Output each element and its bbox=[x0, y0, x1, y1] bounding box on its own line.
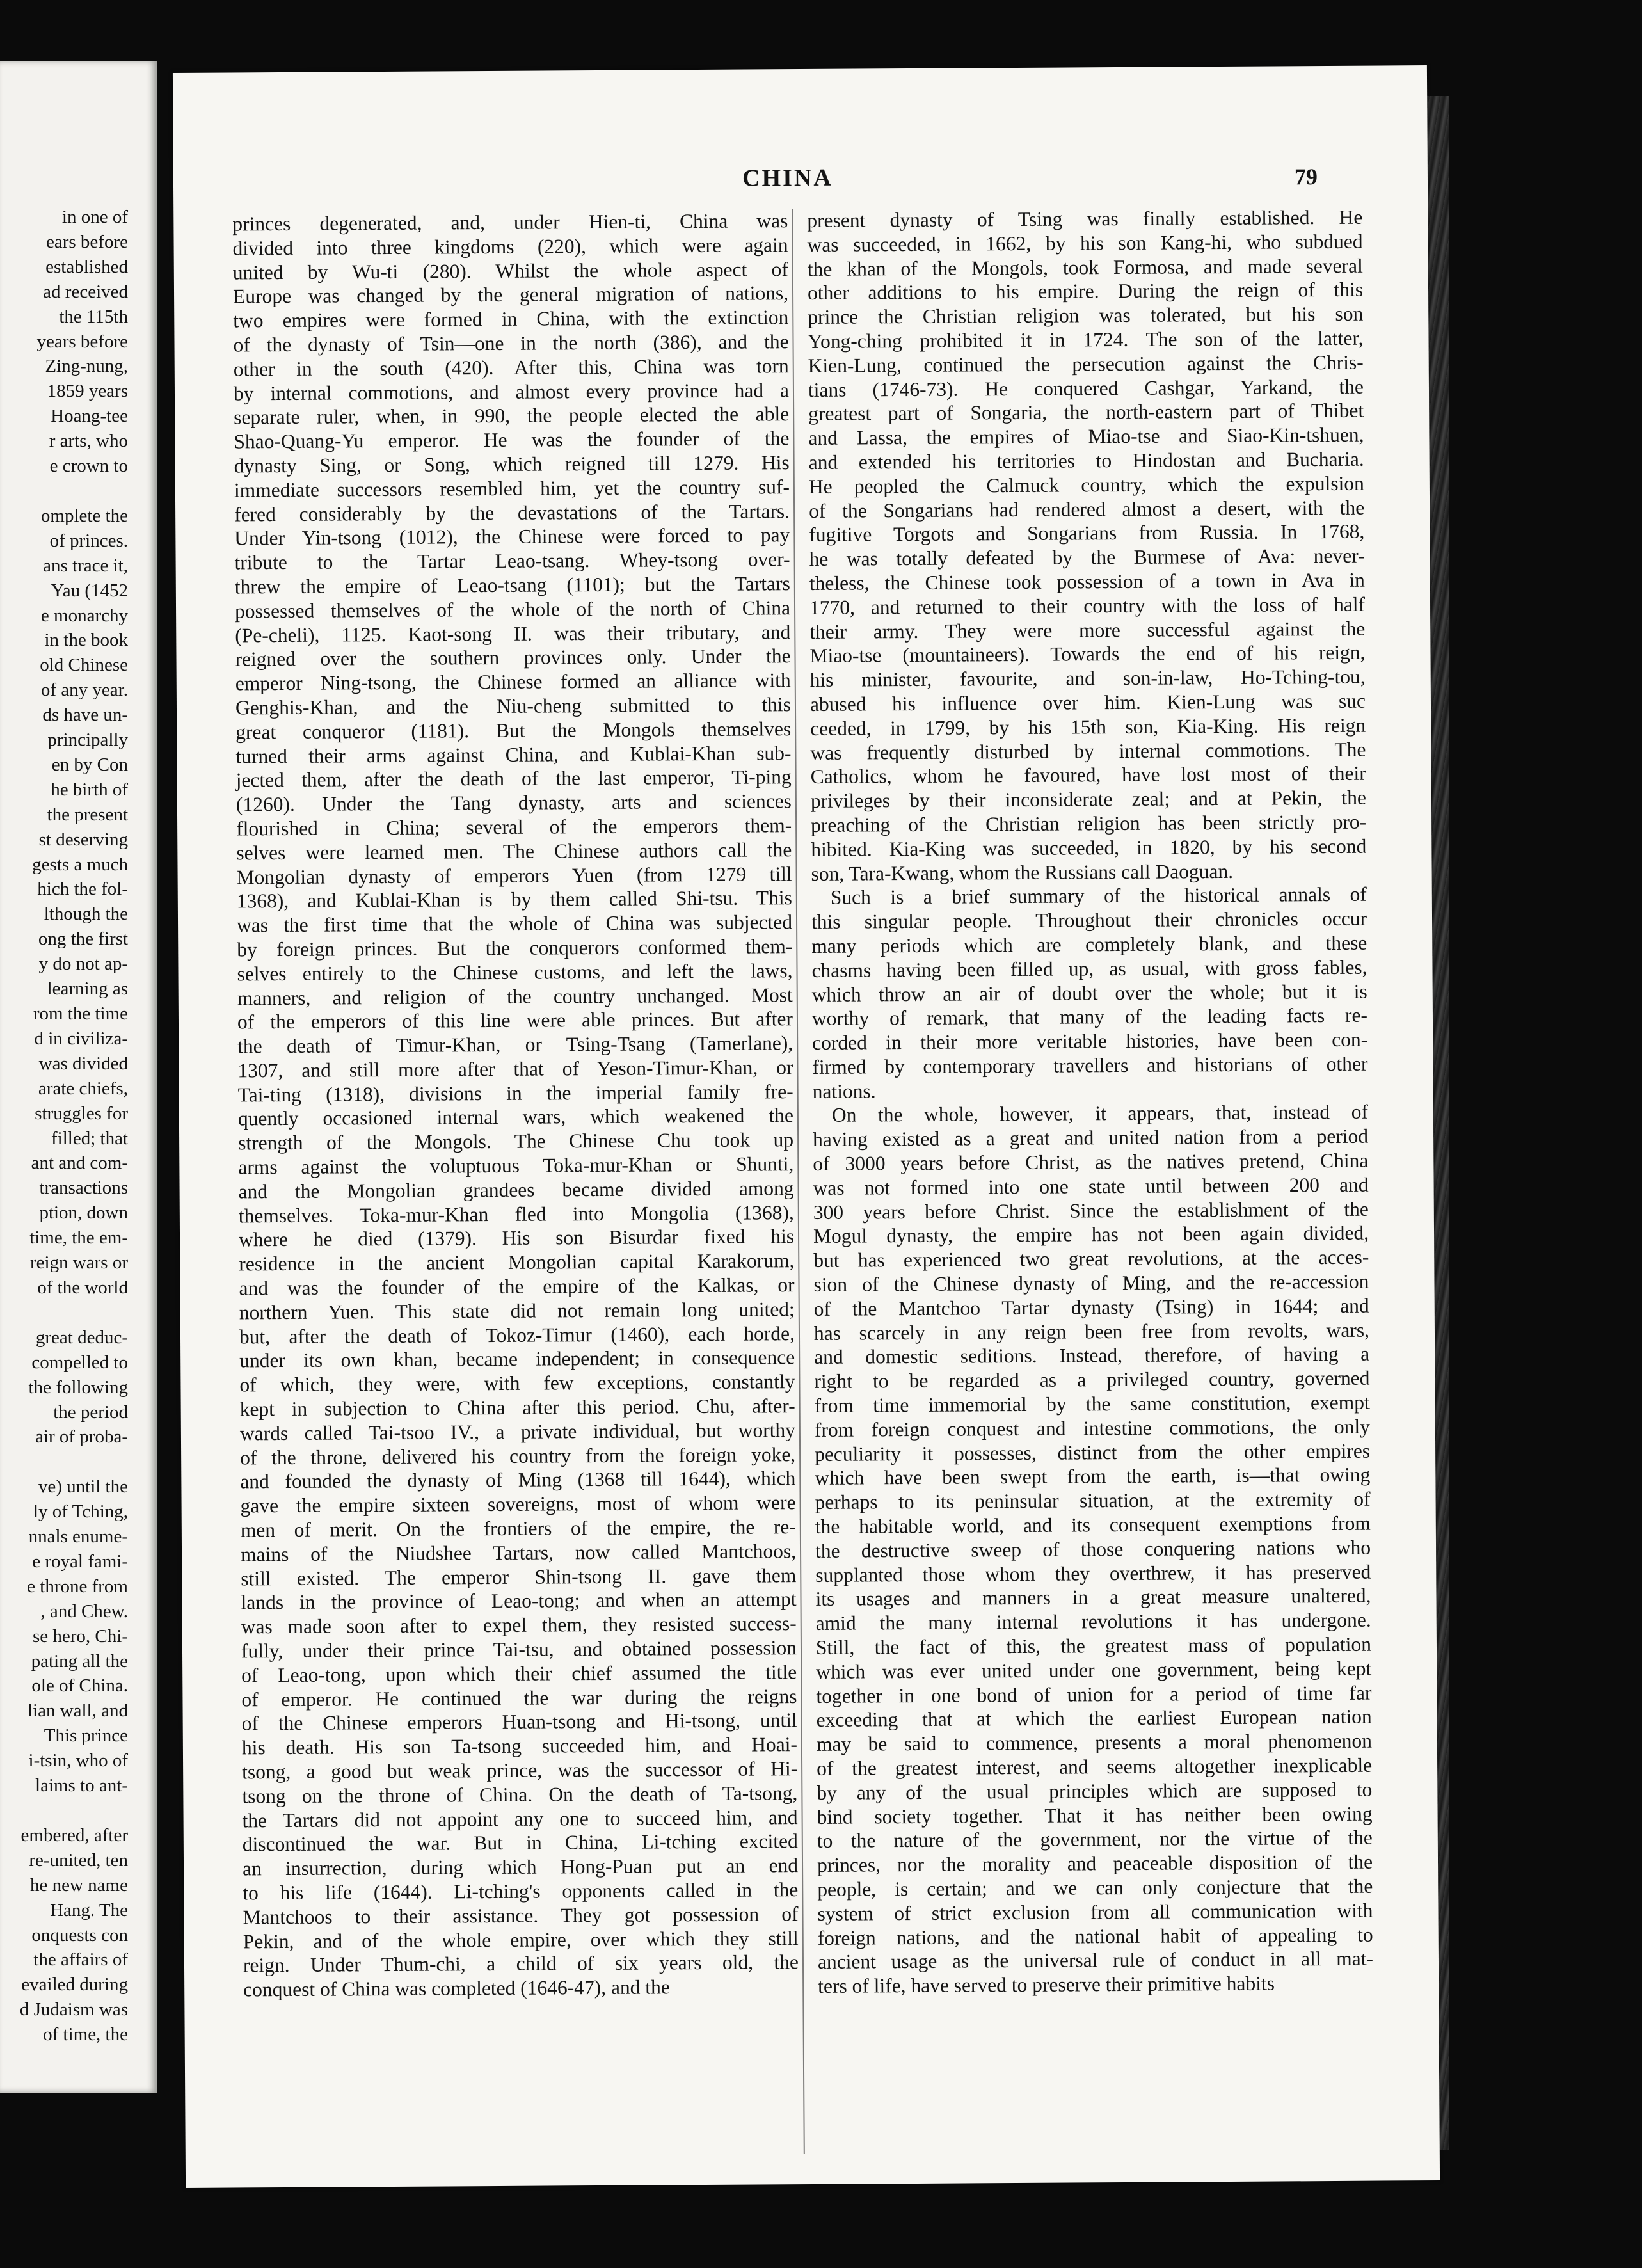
facing-page-line: hich the fol- bbox=[37, 879, 128, 900]
facing-page-line: , and Chew. bbox=[40, 1601, 128, 1622]
facing-page-line: en by Con bbox=[51, 754, 128, 775]
facing-page-text bbox=[5, 205, 128, 2047]
text-line: hibited. Kia-King was succeeded, in 1820, by his second bbox=[811, 835, 1367, 861]
facing-page-line bbox=[5, 1300, 128, 1325]
text-line: of Leao-tong, upon which their chief assumed the title bbox=[241, 1660, 797, 1687]
text-line: united by Wu-ti (280). Whilst the whole aspect of bbox=[232, 257, 788, 284]
text-line: theless, the Chinese took possession of a town in Ava in bbox=[809, 568, 1365, 595]
text-line: tsong, a good but weak prince, was the successor of Hi- bbox=[242, 1757, 798, 1784]
text-line: other in the south (420). After this, China was torn bbox=[233, 354, 789, 381]
text-line: foreign nations, and the national habit of appealing to bbox=[817, 1923, 1373, 1949]
text-line: reign. Under Thum-chi, a child of six years old, the bbox=[243, 1951, 799, 1977]
facing-page-line: laims to ant- bbox=[35, 1775, 128, 1796]
text-line: ters of life, have served to preserve their primitive habits bbox=[818, 1972, 1275, 1998]
text-line: has scarcely in any reign been free from revolts, wars, bbox=[813, 1318, 1370, 1345]
text-line: princes degenerated, and, under Hien-ti, China was bbox=[232, 209, 788, 236]
facing-page-line: filled; that bbox=[51, 1128, 128, 1149]
text-line: corded in their more veritable histories, have been con- bbox=[812, 1028, 1368, 1055]
text-line: tians (1746-73). He conquered Cashgar, Yarkand, the bbox=[808, 375, 1364, 401]
facing-page-line: lian wall, and bbox=[27, 1700, 128, 1721]
text-line: of 3000 years before Christ, as the natives pretend, China bbox=[813, 1149, 1369, 1176]
text-line: from foreign conquest and intestine commotions, the only bbox=[814, 1415, 1370, 1441]
text-line: Still, the fact of this, the greatest mass of population bbox=[815, 1633, 1372, 1659]
facing-page-line: struggles for bbox=[35, 1103, 128, 1124]
text-line: ancient usage as the universal rule of conduct in all mat- bbox=[817, 1947, 1374, 1974]
text-line: having existed as a great and united nation from a period bbox=[813, 1124, 1369, 1151]
facing-page-line: Yau (1452 bbox=[51, 580, 128, 601]
text-line: princes, nor the morality and peaceable disposition of the bbox=[817, 1850, 1373, 1877]
facing-page-line: the following bbox=[28, 1377, 128, 1398]
facing-page-line: ans trace it, bbox=[43, 555, 128, 576]
text-line: 1307, and still more after that of Yeson-Timur-Khan, or bbox=[237, 1056, 793, 1082]
text-line: selves were learned men. The Chinese authors call the bbox=[236, 838, 792, 865]
text-line: amid the many internal revolutions it has undergone. bbox=[815, 1608, 1371, 1635]
text-line: greatest part of Songaria, the north-eastern part of Thibet bbox=[808, 399, 1364, 426]
text-line: perhaps to its peninsular situation, at the extremity of bbox=[815, 1487, 1371, 1514]
facing-page-line: was divided bbox=[38, 1053, 128, 1074]
text-line: many periods which are completely blank, and these bbox=[811, 931, 1367, 957]
text-line: privileges by their inconsiderate zeal; and at Pekin, the bbox=[810, 786, 1366, 813]
text-line: the death of Timur-Khan, or Tsing-Tsang (Tamerlane), bbox=[237, 1032, 793, 1058]
text-line: flourished in China; several of the emperors them- bbox=[236, 814, 792, 840]
text-line: Genghis-Khan, and the Niu-cheng submitted to this bbox=[235, 693, 792, 719]
text-line: discontinued the war. But in China, Li-tching excited bbox=[242, 1830, 798, 1856]
text-line: of the throne, delivered his country from the foreign yoke, bbox=[240, 1442, 796, 1469]
text-line: of emperor. He continued the war during the reigns bbox=[241, 1684, 797, 1711]
book-page bbox=[173, 65, 1440, 2188]
text-line: Pekin, and of the whole empire, over which they still bbox=[243, 1926, 799, 1953]
facing-page-line: onquests con bbox=[31, 1924, 128, 1945]
facing-page-line: 1859 years bbox=[47, 381, 128, 402]
facing-page-line: se hero, Chi- bbox=[33, 1625, 128, 1647]
text-line: tribute to the Tartar Leao-tsang. Whey-tsong over- bbox=[234, 548, 790, 574]
facing-page-line: Hoang-tee bbox=[51, 406, 128, 427]
text-line: threw the empire of Leao-tsang (1101); but the Tartars bbox=[234, 572, 790, 598]
facing-page-line bbox=[5, 1798, 128, 1823]
text-line: immediate successors resembled him, yet the country suf- bbox=[234, 475, 790, 502]
text-line: of which, they were, with few exceptions, constantly bbox=[239, 1370, 795, 1396]
text-line: nations. bbox=[812, 1080, 876, 1103]
facing-page-line: ole of China. bbox=[31, 1675, 128, 1697]
text-line: kept in subjection to China after this period. Chu, after- bbox=[239, 1394, 795, 1421]
paragraph bbox=[811, 882, 1368, 1103]
text-line: peculiarity it possesses, distinct from the other empires bbox=[815, 1439, 1371, 1465]
text-line: of the Chinese emperors Huan-tsong and Hi-tsong, until bbox=[241, 1709, 797, 1735]
text-column-right bbox=[807, 205, 1373, 1999]
text-line: his death. His son Ta-tsong succeeded him, and Hoai- bbox=[241, 1733, 798, 1759]
text-line: exceeding that at which the earliest European nation bbox=[816, 1705, 1372, 1732]
text-line: the Tartars did not appoint any one to succeed him, and bbox=[242, 1805, 798, 1832]
facing-page-line: ong the first bbox=[38, 929, 128, 950]
text-line: right to be regarded as a privileged country, governed bbox=[814, 1366, 1370, 1393]
text-line: his minister, favourite, and son-in-law, Ho-Tching-tou, bbox=[809, 665, 1366, 692]
text-line: men of merit. On the frontiers of the empire, the re- bbox=[240, 1515, 796, 1542]
text-line: great conqueror (1181). But the Mongols themselves bbox=[235, 717, 792, 744]
text-line: which have been swept from the earth, is—that owing bbox=[815, 1464, 1371, 1490]
facing-page-line: transactions bbox=[39, 1178, 128, 1199]
text-line: quently occasioned internal wars, which weakened the bbox=[237, 1104, 794, 1130]
facing-page-line: of princes. bbox=[49, 530, 128, 551]
text-line: Shao-Quang-Yu emperor. He was the founder of the bbox=[234, 427, 790, 453]
text-line: the habitable world, and its consequent exemptions from bbox=[815, 1512, 1371, 1538]
facing-page-line: old Chinese bbox=[40, 655, 128, 676]
text-line: divided into three kingdoms (220), which were again bbox=[232, 233, 788, 260]
text-line: of the Mantchoo Tartar dynasty (Tsing) in 1644; and bbox=[813, 1294, 1369, 1320]
text-line: Miao-tse (mountaineers). Towards the end of his reign, bbox=[809, 641, 1366, 667]
facing-page-line: principally bbox=[47, 730, 128, 751]
facing-page-line: time, the em- bbox=[29, 1227, 128, 1249]
facing-page-line: e royal fami- bbox=[32, 1551, 128, 1572]
facing-page-line bbox=[5, 479, 128, 504]
text-line: and the Mongolian grandees became divided among bbox=[238, 1176, 794, 1203]
text-line: manners, and religion of the country unchanged. Most bbox=[237, 983, 793, 1009]
text-line: Mongolian dynasty of emperors Yuen (from 1279 till bbox=[236, 862, 792, 888]
text-line: residence in the ancient Mongolian capital Karakorum, bbox=[239, 1249, 795, 1275]
facing-page-line: d in civiliza- bbox=[34, 1028, 128, 1049]
facing-page-line: ds have un- bbox=[42, 705, 128, 726]
paragraph bbox=[813, 1100, 1374, 1999]
text-line: sion of the Chinese dynasty of Ming, and the re-accession bbox=[813, 1270, 1369, 1296]
facing-page-line: e monarchy bbox=[40, 605, 128, 626]
text-line: ceeded, in 1799, by his 15th son, Kia-King. His reign bbox=[810, 714, 1366, 740]
facing-page-line: embered, after bbox=[20, 1825, 128, 1846]
text-line: arms against the voluptuous Toka-mur-Khan or Shunti, bbox=[238, 1153, 794, 1179]
facing-page-line: arate chiefs, bbox=[38, 1078, 128, 1099]
text-line: of the emperors of this line were able princes. But after bbox=[237, 1007, 793, 1034]
text-line: together in one bond of union for a period of time far bbox=[816, 1681, 1372, 1707]
facing-page-line: ad received bbox=[43, 281, 128, 302]
facing-page-line: This prince bbox=[44, 1725, 128, 1746]
text-line: under its own khan, became independent; in consequence bbox=[239, 1346, 795, 1372]
text-line: and Lassa, the empires of Miao-tse and Siao-Kin-tshuen, bbox=[808, 423, 1364, 450]
text-line: and domestic seditions. Instead, therefore, of having a bbox=[814, 1343, 1370, 1369]
text-line: Catholics, whom he favoured, have lost most of their bbox=[810, 762, 1366, 788]
text-line: where he died (1379). His son Bisurdar fixed his bbox=[238, 1225, 795, 1251]
text-line: the khan of the Mongols, took Formosa, and made several bbox=[807, 254, 1363, 280]
text-line: which was ever united under one government, being kept bbox=[816, 1657, 1372, 1683]
facing-page-line: in the book bbox=[44, 630, 128, 651]
text-line: this singular people. Throughout their chronicles occur bbox=[811, 907, 1367, 934]
text-line: worthy of remark, that many of the leading facts re- bbox=[811, 1003, 1368, 1030]
facing-page-line: rom the time bbox=[33, 1003, 128, 1024]
facing-page-line: ant and com- bbox=[31, 1153, 128, 1174]
text-column-left bbox=[232, 209, 799, 2002]
page-header bbox=[173, 160, 1428, 206]
text-line: abused his influence over him. Kien-Lung was suc bbox=[809, 689, 1366, 715]
text-line: He peopled the Calmuck country, which the expulsion bbox=[808, 472, 1364, 498]
facing-page-line: r arts, who bbox=[49, 431, 128, 452]
text-line: by any of the usual principles which are supposed to bbox=[817, 1778, 1373, 1804]
text-line: may be said to commence, presents a moral phenomenon bbox=[816, 1729, 1372, 1756]
facing-page-line: ve) until the bbox=[38, 1476, 128, 1497]
text-line: was succeeded, in 1662, by his son Kang-hi, who subdued bbox=[807, 230, 1363, 256]
text-line: reigned over the southern provinces only. Under the bbox=[235, 644, 791, 671]
facing-page-line: ption, down bbox=[39, 1202, 128, 1224]
facing-page-line: i-tsin, who of bbox=[28, 1750, 128, 1771]
text-line: On the whole, however, it appears, that, instead of bbox=[831, 1101, 1368, 1127]
facing-page-line: pating all the bbox=[31, 1650, 128, 1672]
text-line: prince the Christian religion was tolerated, but his son bbox=[808, 302, 1364, 329]
text-line: gave the empire sixteen sovereigns, most of whom were bbox=[240, 1491, 796, 1517]
text-line: present dynasty of Tsing was finally established. He bbox=[807, 205, 1363, 232]
text-line: its usages and manners in a great measure unaltered, bbox=[815, 1585, 1371, 1611]
text-line: supplanted those whom they overthrew, it has preserved bbox=[815, 1560, 1371, 1586]
text-line: mains of the Niudshee Tartars, now called Mantchoos, bbox=[240, 1539, 797, 1566]
text-line: fully, under their prince Tai-tsu, and obtained possession bbox=[241, 1636, 797, 1663]
text-line: of the dynasty of Tsin—one in the north (386), and the bbox=[233, 330, 789, 356]
text-line: and was the founder of the empire of the Kalkas, or bbox=[239, 1274, 795, 1300]
paragraph bbox=[232, 209, 799, 2002]
text-line: fered considerably by the devastations of the Tartars. bbox=[234, 499, 790, 526]
text-line: system of strict exclusion from all communication with bbox=[817, 1899, 1373, 1925]
facing-page-line: of time, the bbox=[43, 2024, 128, 2045]
text-line: son, Tara-Kwang, whom the Russians call Daoguan. bbox=[811, 859, 1234, 885]
text-line: selves entirely to the Chinese customs, and left the laws, bbox=[237, 959, 793, 986]
text-line: was not formed into one state until between 200 and bbox=[813, 1173, 1369, 1199]
facing-page-line: re-united, ten bbox=[29, 1849, 128, 1871]
text-line: (1260). Under the Tang dynasty, arts and sciences bbox=[235, 790, 792, 816]
text-line: was the first time that the whole of China was subjected bbox=[236, 911, 793, 937]
facing-page-line: gests a much bbox=[32, 854, 128, 875]
facing-page-line: he birth of bbox=[51, 779, 128, 800]
text-line: fugitive Torgots and Songarians from Russia. In 1768, bbox=[809, 520, 1365, 547]
facing-page-line: great deduc- bbox=[35, 1327, 128, 1348]
text-line: northern Yuen. This state did not remain long united; bbox=[239, 1297, 795, 1324]
text-line: Mogul dynasty, the empire has not been again divided, bbox=[813, 1222, 1369, 1248]
text-line: two empires were formed in China, with the extinction bbox=[233, 306, 789, 332]
text-line: dynasty Sing, or Song, which reigned till 1279. His bbox=[234, 451, 790, 477]
facing-page-line: ly of Tching, bbox=[33, 1501, 128, 1522]
text-line: (Pe-cheli), 1125. Kaot-song II. was their tributary, and bbox=[235, 620, 791, 646]
text-line: of the greatest interest, and seems altogether inexplicable bbox=[817, 1753, 1373, 1780]
facing-page-line: y do not ap- bbox=[38, 954, 128, 975]
text-line: Such is a brief summary of the historical annals of bbox=[830, 882, 1367, 909]
text-line: but, after the death of Tokoz-Timur (1460), each horde, bbox=[239, 1322, 795, 1348]
facing-page-line: established bbox=[45, 256, 128, 277]
text-line: preaching of the Christian religion has been strictly pro- bbox=[811, 810, 1367, 836]
text-line: he was totally defeated by the Burmese of Ava: never- bbox=[809, 544, 1365, 571]
facing-page-line: evailed during bbox=[21, 1974, 128, 1995]
text-line: jected them, after the death of the last emperor, Ti-ping bbox=[235, 765, 792, 792]
facing-page-line: ears before bbox=[46, 231, 128, 252]
facing-page-line: reign wars or bbox=[29, 1252, 128, 1274]
text-line: and extended his territories to Hindostan and Bucharia. bbox=[808, 447, 1364, 474]
facing-page-line: Hang. The bbox=[50, 1899, 128, 1921]
facing-page-line: Zing-nung, bbox=[45, 356, 128, 377]
text-line: tsong on the throne of China. On the death of Ta-tsong, bbox=[242, 1781, 798, 1808]
facing-page-line: d Judaism was bbox=[19, 1999, 128, 2020]
facing-page-line: lthough the bbox=[44, 904, 128, 925]
facing-page-line: in one of bbox=[61, 207, 128, 227]
facing-page-line: e throne from bbox=[27, 1576, 128, 1597]
text-line: chasms having been filled up, as usual, with gross fables, bbox=[811, 955, 1367, 982]
text-line: from time immemorial by the same constitution, exempt bbox=[814, 1391, 1370, 1417]
text-line: Europe was changed by the general migration of nations, bbox=[232, 282, 789, 308]
text-line: to his life (1644). Li-tching's opponents called in the bbox=[243, 1878, 799, 1905]
facing-page-line: nnals enume- bbox=[28, 1526, 128, 1547]
facing-page-line: the period bbox=[53, 1402, 128, 1423]
facing-page-line: of any year. bbox=[40, 680, 128, 701]
text-line: by foreign princes. But the conquerors conformed them- bbox=[237, 935, 793, 961]
text-line: wards called Tai-tsoo IV., a private individual, but worthy bbox=[239, 1418, 796, 1445]
text-line: conquest of China was completed (1646-47), and the bbox=[243, 1976, 670, 2001]
text-line: 1368), and Kublai-Khan is by them called Shi-tsu. This bbox=[236, 886, 792, 913]
text-line: Yong-ching prohibited it in 1724. The son of the latter, bbox=[808, 326, 1364, 353]
text-line: their army. They were more successful against the bbox=[809, 617, 1366, 643]
text-line: and founded the dynasty of Ming (1368 till 1644), which bbox=[240, 1467, 796, 1493]
facing-page-line bbox=[5, 1449, 128, 1474]
facing-page-line: learning as bbox=[47, 978, 128, 1000]
text-line: separate ruler, when, in 990, the people elected the able bbox=[234, 403, 790, 429]
text-line: an insurrection, during which Hong-Puan put an end bbox=[242, 1854, 799, 1880]
text-line: still existed. The emperor Shin-tsong II. gave them bbox=[241, 1563, 797, 1590]
text-line: which throw an air of doubt over the whole; but it is bbox=[811, 980, 1367, 1006]
facing-page-line: years before bbox=[36, 331, 128, 352]
facing-page-line: air of proba- bbox=[35, 1426, 128, 1448]
text-line: was made soon after to expel them, they resisted success- bbox=[241, 1612, 797, 1638]
facing-page-fragment bbox=[0, 61, 157, 2093]
paragraph bbox=[807, 205, 1366, 886]
text-line: Mantchoos to their assistance. They got possession of bbox=[243, 1902, 799, 1929]
text-line: Kien-Lung, continued the persecution against the Chris- bbox=[808, 351, 1364, 377]
facing-page-line: compelled to bbox=[31, 1352, 128, 1373]
facing-page-line: e crown to bbox=[49, 456, 128, 477]
text-line: lands in the province of Leao-tong; and when an attempt bbox=[241, 1588, 797, 1614]
facing-page-line: the present bbox=[47, 804, 128, 825]
text-line: turned their arms against China, and Kublai-Khan sub- bbox=[235, 741, 792, 767]
text-line: but has experienced two great revolutions, at the acces- bbox=[813, 1245, 1369, 1272]
text-line: 300 years before Christ. Since the establishment of the bbox=[813, 1197, 1369, 1224]
text-line: to the nature of the government, nor the virtue of the bbox=[817, 1826, 1373, 1853]
facing-page-line: he new name bbox=[30, 1874, 128, 1896]
text-line: firmed by contemporary travellers and historians of other bbox=[812, 1052, 1368, 1078]
facing-page-line: the affairs of bbox=[33, 1949, 128, 1970]
text-line: of the Songarians had rendered almost a desert, with the bbox=[809, 496, 1365, 522]
text-line: Under Yin-tsong (1012), the Chinese were forced to pay bbox=[234, 523, 790, 550]
text-line: was frequently disturbed by internal commotions. The bbox=[810, 738, 1366, 764]
text-line: Tai-ting (1318), divisions in the imperial family fre- bbox=[237, 1080, 793, 1106]
text-line: people, is certain; and we can only conjecture that the bbox=[817, 1874, 1373, 1901]
text-line: emperor Ning-tsong, the Chinese formed an alliance with bbox=[235, 669, 791, 695]
facing-page-line: omplete the bbox=[40, 505, 128, 526]
facing-page-line: st deserving bbox=[38, 829, 128, 850]
page-number: 79 bbox=[1294, 164, 1318, 190]
text-line: 1770, and returned to their country with the loss of half bbox=[809, 593, 1366, 619]
running-head: CHINA bbox=[742, 164, 833, 192]
text-line: possessed themselves of the whole of the north of China bbox=[234, 596, 791, 623]
facing-page-line: of the world bbox=[37, 1277, 128, 1298]
text-line: themselves. Toka-mur-Khan fled into Mongolia (1368), bbox=[238, 1201, 794, 1227]
text-line: strength of the Mongols. The Chinese Chu took up bbox=[238, 1128, 794, 1154]
text-line: other additions to his empire. During the reign of this bbox=[807, 278, 1364, 305]
text-line: by internal commotions, and almost every province had a bbox=[233, 378, 790, 405]
text-line: the destructive sweep of those conquering nations who bbox=[815, 1536, 1371, 1562]
text-line: bind society together. That it has neither been owing bbox=[817, 1802, 1373, 1828]
facing-page-line: the 115th bbox=[59, 306, 128, 327]
